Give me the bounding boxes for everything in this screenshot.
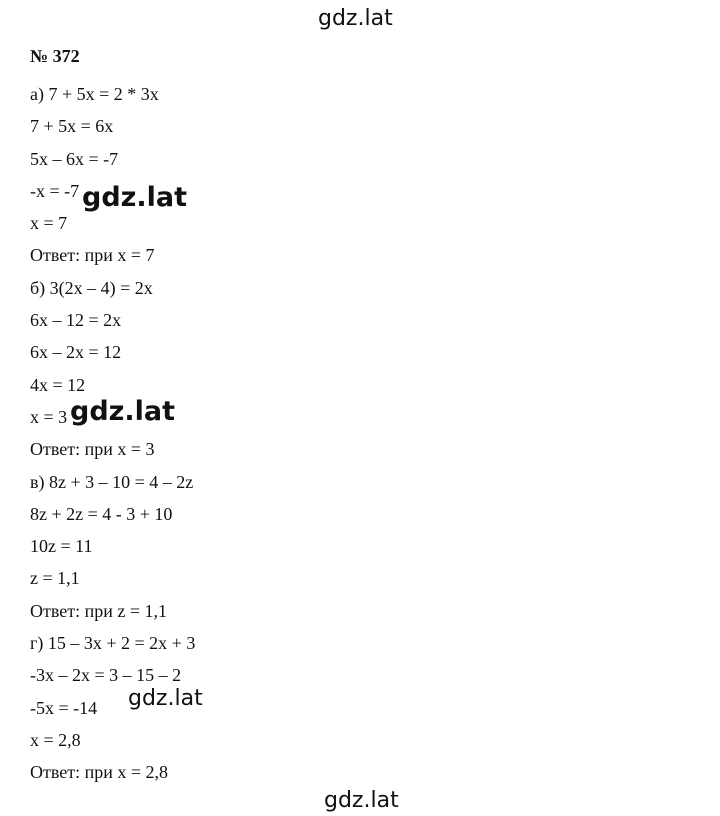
solution-line: 4x = 12 [30, 374, 86, 395]
solution-line: 6x – 2x = 12 [30, 342, 122, 363]
solution-line: 8z + 2z = 4 - 3 + 10 [30, 503, 173, 524]
watermark-middle: gdz.lat [128, 686, 203, 711]
exercise-number: № 372 [30, 46, 80, 66]
solution-line: x = 3 [30, 406, 68, 427]
solution-line: а) 7 + 5x = 2 * 3x [30, 84, 159, 104]
solution-line: x = 2,8 [30, 729, 81, 750]
solution-line: -x = -7 [30, 180, 80, 201]
solution-line: z = 1,1 [30, 568, 80, 589]
watermark-bottom: gdz.lat [324, 788, 399, 813]
watermark-top: gdz.lat [318, 6, 393, 31]
solution-line: 7 + 5x = 6x [30, 116, 114, 137]
watermark-overlay: gdz.lat [82, 182, 188, 213]
solution-line: Ответ: при x = 7 [30, 245, 155, 266]
solution-line: x = 7 [30, 213, 68, 234]
solution-line: -5x = -14 [30, 697, 98, 718]
solution-line: Ответ: при x = 2,8 [30, 762, 169, 783]
solution-line: 10z = 11 [30, 536, 93, 557]
solution-line: -3x – 2x = 3 – 15 – 2 [30, 665, 182, 686]
solution-line: 5x – 6x = -7 [30, 148, 119, 169]
solution-line: Ответ: при z = 1,1 [30, 600, 168, 621]
solution-line: 6x – 12 = 2x [30, 310, 122, 331]
solution-line: Ответ: при x = 3 [30, 439, 155, 460]
solution-line: в) 8z + 3 – 10 = 4 – 2z [30, 471, 194, 492]
watermark-overlay: gdz.lat [70, 396, 176, 427]
solution-line: г) 15 – 3x + 2 = 2x + 3 [30, 633, 196, 654]
solution-line: б) 3(2x – 4) = 2x [30, 277, 153, 298]
